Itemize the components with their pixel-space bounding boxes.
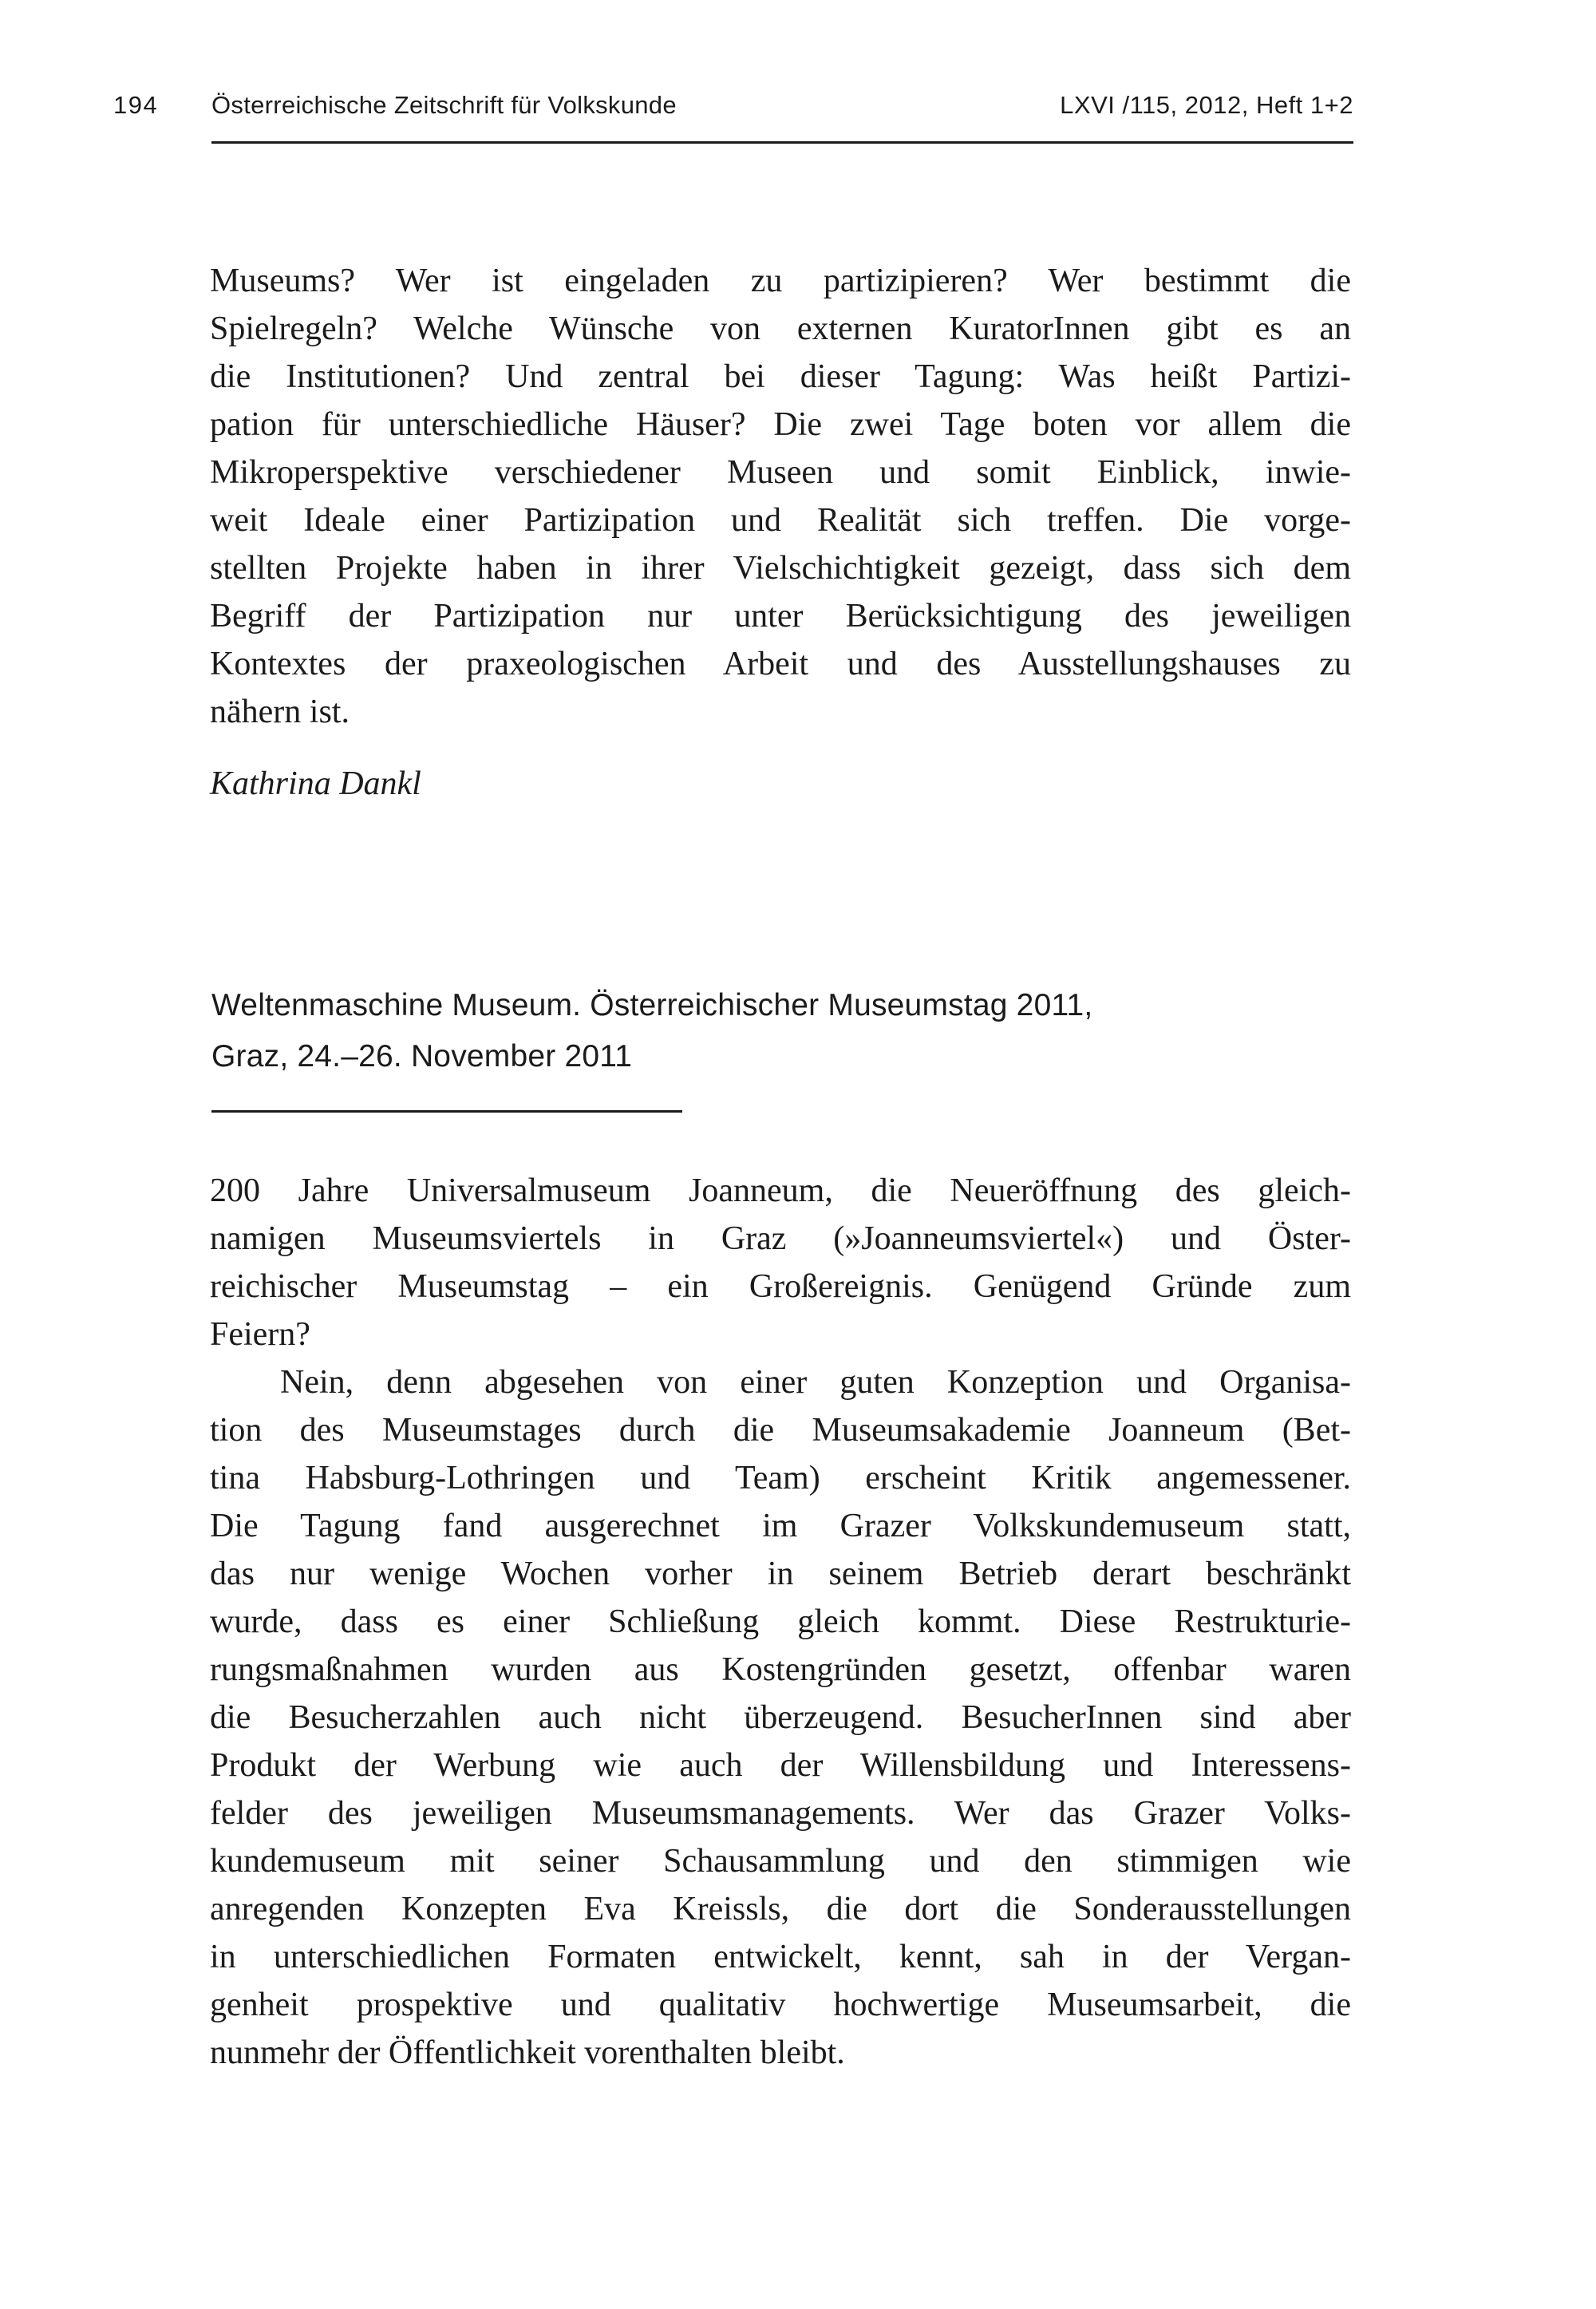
header-divider: [211, 141, 1353, 144]
text-line: Weltenmaschine Museum. Österreichischer Museumstag 2011,: [211, 988, 1093, 1022]
report-title: [211, 980, 1353, 1082]
text-line: reichischer Museumstag – ein Großereignis. Genügend Gründe zum: [210, 1268, 1351, 1305]
text-line: tion des Museumstages durch die Museumsakademie Joanneum (Bet-: [210, 1412, 1351, 1449]
text-line: stellten Projekte haben in ihrer Vielschichtigkeit gezeigt, dass sich dem: [210, 550, 1351, 587]
text-line: 200 Jahre Universalmuseum Joanneum, die Neueröffnung des gleich-: [210, 1172, 1351, 1209]
text-line: Kontextes der praxeologischen Arbeit und des Ausstellungshauses zu: [210, 646, 1351, 682]
paragraph: [210, 1358, 1351, 2077]
author-name: Kathrina Dankl: [210, 765, 421, 802]
text-line: Museums? Wer ist eingeladen zu partizipieren? Wer bestimmt die: [210, 263, 1351, 299]
text-line: Begriff der Partizipation nur unter Berücksichtigung des jeweiligen: [210, 598, 1351, 635]
text-line: Produkt der Werbung wie auch der Willensbildung und Interessens-: [210, 1747, 1351, 1784]
text-line: rungsmaßnahmen wurden aus Kostengründen gesetzt, offenbar waren: [210, 1651, 1351, 1688]
text-line: nunmehr der Öffentlichkeit vorenthalten bleibt.: [210, 2034, 845, 2071]
text-line: die Besucherzahlen auch nicht überzeugend. BesucherInnen sind aber: [210, 1699, 1351, 1736]
text-line: Mikroperspektive verschiedener Museen und somit Einblick, inwie-: [210, 454, 1351, 491]
journal-title: Österreichische Zeitschrift für Volkskunde: [211, 91, 677, 119]
text-line: nähern ist.: [210, 694, 350, 730]
text-line: namigen Museumsviertels in Graz (»Joanneumsviertel«) und Öster-: [210, 1220, 1351, 1257]
title-divider: [211, 1110, 682, 1113]
text-line: in unterschiedlichen Formaten entwickelt, kennt, sah in der Vergan-: [210, 1939, 1351, 1975]
text-line: Spielregeln? Welche Wünsche von externen KuratorInnen gibt es an: [210, 310, 1351, 347]
paragraph: [210, 257, 1351, 736]
text-line: tina Habsburg-Lothringen und Team) erscheint Kritik angemessener.: [210, 1460, 1351, 1497]
text-line: weit Ideale einer Partizipation und Realität sich treffen. Die vorge-: [210, 502, 1351, 539]
text-line: kundemuseum mit seiner Schausammlung und den stimmigen wie: [210, 1843, 1351, 1880]
text-line: das nur wenige Wochen vorher in seinem Betrieb derart beschränkt: [210, 1556, 1351, 1592]
article-continuation-text: [210, 257, 1351, 736]
page-number: 194: [113, 91, 159, 119]
text-line: pation für unterschiedliche Häuser? Die zwei Tage boten vor allem die: [210, 406, 1351, 443]
text-line: anregenden Konzepten Eva Kreissls, die dort die Sonderausstellungen: [210, 1891, 1351, 1927]
text-line: Feiern?: [210, 1316, 310, 1353]
text-line: genheit prospektive und qualitativ hochwertige Museumsarbeit, die: [210, 1987, 1351, 2023]
text-line: wurde, dass es einer Schließung gleich kommt. Diese Restrukturie-: [210, 1603, 1351, 1640]
paragraph: [210, 1167, 1351, 1358]
issue-info: LXVI /115, 2012, Heft 1+2: [1060, 91, 1353, 119]
text-line: Nein, denn abgesehen von einer guten Konzeption und Organisa-: [280, 1364, 1351, 1401]
text-line: felder des jeweiligen Museumsmanagements. Wer das Grazer Volks-: [210, 1795, 1351, 1832]
text-line: die Institutionen? Und zentral bei dieser Tagung: Was heißt Partizi-: [210, 358, 1351, 395]
report-body-text: [210, 1167, 1351, 2077]
text-line: Die Tagung fand ausgerechnet im Grazer Volkskundemuseum statt,: [210, 1508, 1351, 1544]
text-line: Graz, 24.–26. November 2011: [211, 1039, 633, 1073]
